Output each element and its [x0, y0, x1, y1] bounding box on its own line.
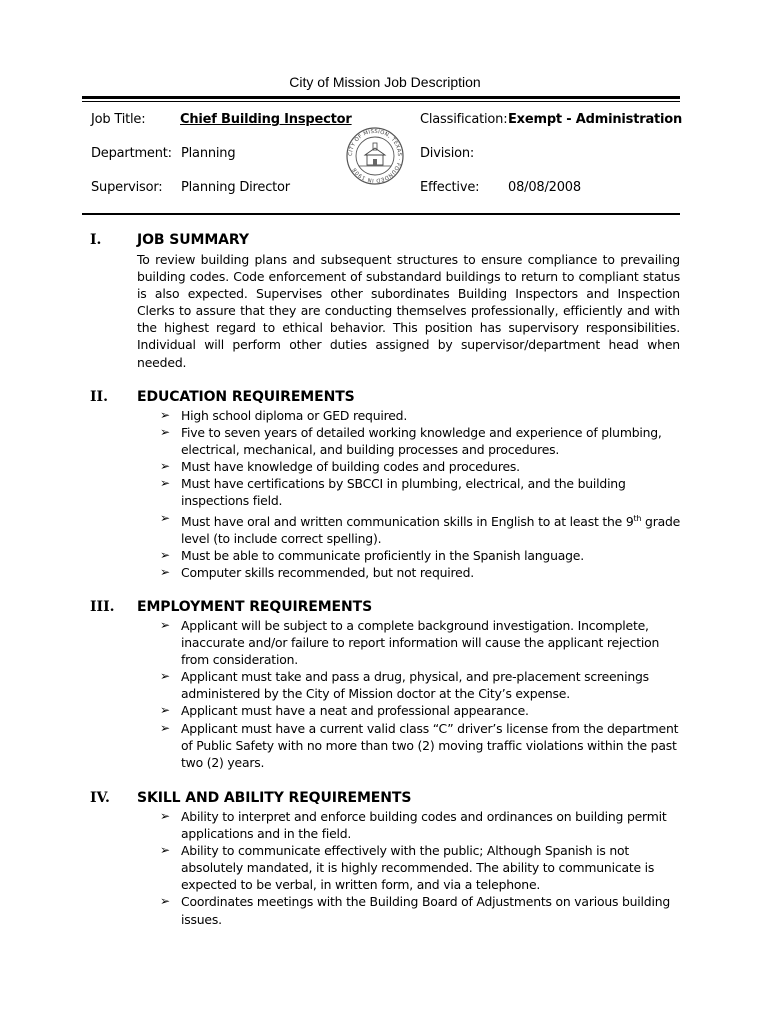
list-item: ➢ Ability to communicate effectively with the public; Although Spanish is not absolutely mandated, it is highly recommended. The ability to communicate is expected to be verbal, in written form, and via a telephone.: [160, 843, 655, 893]
classification-value: Exempt - Administration: [508, 112, 683, 127]
division-label: Division:: [420, 146, 475, 161]
list-item: ➢ Must have oral and written communication skills in English to at least the 9th grade level (to include correct spelling).: [160, 510, 681, 546]
arrow-bullet-icon: ➢: [160, 703, 170, 718]
header-rule-top: [82, 96, 680, 102]
document-title: City of Mission Job Description: [289, 74, 481, 90]
effective-label: Effective:: [420, 180, 480, 195]
section-number: II.: [90, 389, 108, 405]
list-item: ➢ Coordinates meetings with the Building Board of Adjustments on various building issues.: [160, 894, 671, 927]
section-number: III.: [90, 599, 115, 615]
job-title-label: Job Title:: [91, 112, 146, 127]
header-rule-bottom: [82, 213, 680, 215]
arrow-bullet-icon: ➢: [160, 547, 170, 562]
employment-list: [160, 617, 685, 771]
section-number: IV.: [90, 790, 110, 806]
arrow-bullet-icon: ➢: [160, 669, 170, 684]
arrow-bullet-icon: ➢: [160, 843, 170, 858]
arrow-bullet-icon: ➢: [160, 510, 170, 525]
list-item: ➢ Ability to interpret and enforce building codes and ordinances on building permit applications and in the field.: [160, 809, 667, 842]
arrow-bullet-icon: ➢: [160, 720, 170, 735]
section-number: I.: [90, 232, 102, 248]
city-seal-logo: [345, 126, 405, 186]
section-title-job-summary: JOB SUMMARY: [137, 232, 249, 248]
department-label: Department:: [91, 146, 172, 161]
list-item: ➢ Must have knowledge of building codes and procedures.: [160, 459, 520, 475]
list-item: ➢ Applicant must have a neat and professional appearance.: [160, 703, 529, 719]
education-list: [160, 407, 685, 581]
list-item: ➢ High school diploma or GED required.: [160, 408, 408, 423]
skills-list: [160, 808, 685, 928]
arrow-bullet-icon: ➢: [160, 564, 170, 579]
job-title-value: Chief Building Inspector: [180, 112, 352, 127]
arrow-bullet-icon: ➢: [160, 894, 170, 909]
supervisor-label: Supervisor:: [91, 180, 163, 195]
list-item: ➢ Must be able to communicate proficiently in the Spanish language.: [160, 547, 584, 563]
list-item: ➢ Applicant will be subject to a complete background investigation. Incomplete, inaccurate and/or failure to report information will cause the applicant rejection from consideration.: [160, 618, 660, 668]
arrow-bullet-icon: ➢: [160, 425, 170, 440]
section-title-skills: SKILL AND ABILITY REQUIREMENTS: [137, 790, 412, 806]
arrow-bullet-icon: ➢: [160, 809, 170, 823]
supervisor-value: Planning Director: [181, 180, 290, 195]
department-value: Planning: [181, 146, 236, 161]
list-item: ➢ Applicant must have a current valid class “C” driver’s license from the department of Public Safety with no more than two (2) moving traffic violations within the past two (2) years.: [160, 720, 679, 770]
effective-value: 08/08/2008: [508, 180, 581, 195]
job-summary-text: To review building plans and subsequent structures to ensure compliance to prevailing building codes. Code enforcement of substandard buildings to return to compliant status is also expected. Supervises other subordinates Building Inspectors and Inspection Clerks to assure that they are conducting themselves professionally, efficiently and with the highest regard to ethical behavior. This position has supervisory responsibilities. Individual will perform other duties assigned by supervisor/department head when needed.: [137, 252, 680, 370]
arrow-bullet-icon: ➢: [160, 476, 170, 491]
section-title-employment: EMPLOYMENT REQUIREMENTS: [137, 599, 373, 615]
list-item: ➢ Must have certifications by SBCCI in plumbing, electrical, and the building inspections field.: [160, 476, 626, 509]
section-title-education: EDUCATION REQUIREMENTS: [137, 389, 355, 405]
arrow-bullet-icon: ➢: [160, 408, 170, 422]
list-item: ➢ Five to seven years of detailed working knowledge and experience of plumbing, electrical, mechanical, and building processes and procedures.: [160, 425, 662, 458]
list-item: ➢ Applicant must take and pass a drug, physical, and pre-placement screenings administered by the City of Mission doctor at the City’s expense.: [160, 669, 649, 702]
svg-text:CITY OF MISSION, TEXAS · FOUND: CITY OF MISSION, TEXAS · FOUNDED IN 1908: [347, 128, 403, 184]
arrow-bullet-icon: ➢: [160, 618, 170, 632]
arrow-bullet-icon: ➢: [160, 459, 170, 474]
list-item: ➢ Computer skills recommended, but not required.: [160, 564, 474, 580]
classification-label: Classification:: [420, 112, 508, 127]
